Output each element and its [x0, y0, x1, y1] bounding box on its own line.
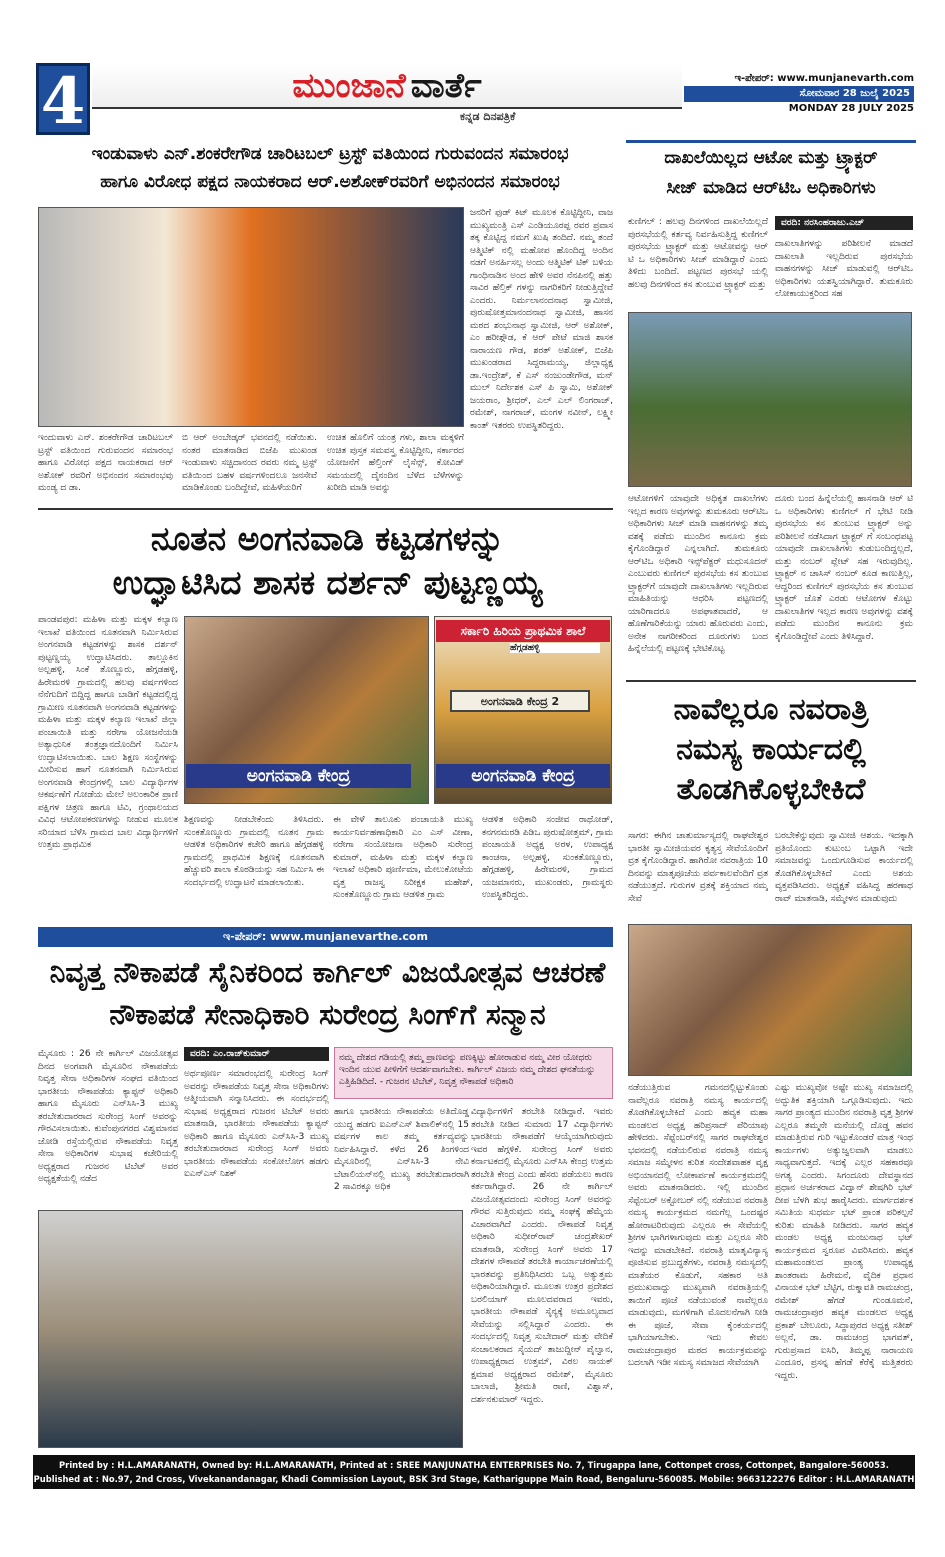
divider	[626, 680, 916, 682]
story1-col-right: ಜನರಿಗೆ ಫುಡ್ ಕಿಟ್ ಮೂಲಕ ಕೊಟ್ಟಿದ್ದೀನಿ, ವಾಜ ಮುಖ್ಯಮಂತ್ರಿ ಎಸ್ ಎಂಡಿಯೂರಪ್ಪ ರವರ ಪ್ರವಾಸ ತಕ್ಕ ಕೊಟ್ಟಿದ್ದ ನಮಗೆ ಖುಷಿ ತಂದಿದೆ. ನಮ್ಮ ತಂದೆ ಆತ್ಮಿಟಿಕ್ ನಲ್ಲಿ ಮಹೋಪ ಹೊಂದಿದ್ದ ಅಂದಿನ ನಡಗೆ ಅನರ್ಹಿಸಲ್ಲ ಅಂದು ಆತ್ಮಿಟಿಕ್ ಟಿಕ್ ಬಳಿಯ ಗಾಂಧಿನಾಡಿನ ಅಂದ ಹೇಳಿ ಅವರ ನೆನಪಿನಲ್ಲಿ ಹತ್ತು ಸಾವಿರ ಹೆಲ್ತಿಕ್ ಗಳನ್ನು ನಾಗರಿಕರಿಗೆ ನೀಡುತ್ತಿದ್ದೇವೆ ಎಂದರು. ನಿರ್ಮಲಾನಂದನಾಥ ಸ್ವಾಮೀಜಿ, ಪುರುಷೋತ್ತಮಾನಂದನಾಥ ಸ್ವಾಮೀಜಿ, ಹಾಸನ ಮಠದ ಶಂಭುನಾಥ ಸ್ವಾಮೀಜಿ, ಆರ್ ಅಶೋಕ್, ಎಂ ಹರೀಶ್ಗೌಡ, ಕೆ ಆರ್ ಪೇಟೆ ಮಾಜಿ ಶಾಸಕ ನಾರಾಯಣ ಗೌಡ, ಶರತ್ ಅಶೋಕ್, ಬಿಜೆಪಿ ಮುಖಂಡರಾದ ಸಿದ್ದರಾಮಯ್ಯ, ಜಿಲ್ಲಾಧ್ಯಕ್ಷ ಡಾ.ಇಂದ್ರೇಶ್, ಕೆ ಎಸ್ ನಂಜುಂಡೇಗೌಡ, ಮನ್ ಮುಲ್ ನಿರ್ದೇಶಕ ಎಸ್ ಪಿ ಸ್ವಾಮಿ, ಅಶೋಕ್ ಜಯರಾಂ, ಶ್ರೀಧರ್, ಎಲ್ ಎಲ್ ಲಿಂಗರಾಜ್, ರಮೇಶ್, ನಾಗರಾಜ್, ಮಂಗಳ ನವೀನ್, ಲಕ್ಷ್ಮೀ ಕಾಂತ್ ಇತರರು ಉಪಸ್ಥಿತರಿದ್ದರು.	[470, 208, 613, 431]
story1-headline-line2: ಹಾಗೂ ವಿರೋಧ ಪಕ್ಷದ ನಾಯಕರಾದ ಆರ್.ಅಶೋಕ್‌ರವರಿಗೆ ಅಭಿನಂದನ ಸಮಾರಂಭ	[100, 172, 560, 192]
masthead-title-part1: ಮುಂಜಾನೆ	[292, 66, 406, 106]
sign-center-2: ಅಂಗನವಾಡಿ ಕೇಂದ್ರ 2	[450, 690, 590, 712]
divider	[38, 508, 613, 510]
masthead-title-part2: ವಾರ್ತೆ	[410, 66, 482, 106]
story1-col-c: ಉಚಿತ ಹೊಲಿಗೆ ಯಂತ್ರ ಗಳು, ಶಾಲಾ ಮಕ್ಕಳಿಗೆ ಉಚಿತ ಪುಸ್ತಕ ಸಮವಸ್ತ್ರ ಕೊಟ್ಟಿದ್ದೀನಿ, ಸರ್ಕಾರದ ಯೋಜನೆಗೆ ಹೆಲ್ತಿಂಗ್ ಲೈಸೆನ್ಸ್, ಕೋವಿಡ್ ಸಮಯದಲ್ಲಿ ದೈನಂದಿನ ಬೆಳೆದ ಬೆಳೆಗಳನ್ನು ಖರೀದಿ ಮಾಡಿ ಅವನ್ನು	[327, 433, 464, 493]
sign-anganwadi: ಅಂಗನವಾಡಿ ಕೇಂದ್ರ	[186, 764, 411, 788]
story1-headline	[40, 140, 620, 196]
story5-headline-line3: ತೊಡಗಿಕೊಳ್ಳಬೇಕಿದೆ	[676, 772, 866, 807]
story4-col-right: ದಾಖಲಾತಿಗಳನ್ನು ಪರಿಶೀಲನೆ ಮಾಡದೆ ದಾಖಲಾತಿ ಇಲ್ಲದಿರುವ ಪುರಸಭೆಯ ವಾಹನಗಳನ್ನು ಸೀಜ್ ಮಾಡುವಲ್ಲಿ ಆರ್‌ಟಿಒ ಅಧಿಕಾರಿಗಳು ಯಶಸ್ವಿಯಾಗಿದ್ದಾರೆ. ತುಮಕೂರು ಲೋಕಾಯುಕ್ತರಿಂದ ಸಹ	[775, 239, 913, 299]
story3-byline: ವರದಿ: ಎಂ.ರಾಜ್‌ಕುಮಾರ್	[184, 1047, 329, 1061]
sign-village: ಹೆಗ್ಗಡಹಳ್ಳಿ	[510, 643, 600, 653]
story2-col-c: ಈ ವೇಳೆ ತಾಲೂಕು ಪಂಚಾಯತಿ ಮುಖ್ಯ ಕಾರ್ಯನಿರ್ವಹಣಾಧಿಕಾರಿ ಎಂ ಎಸ್ ವೀಣಾ, ನರೇಗಾ ಸಂಯೋಜನಾ ಅಧಿಕಾರಿ ಸುರೇಂದ್ರ ಕುಮಾರ್, ಮಹಿಳಾ ಮತ್ತು ಮಕ್ಕಳ ಕಲ್ಯಾಣ ಇಲಾಖೆ ಅಧಿಕಾರಿ ಪೂರ್ಣಿಮಾ, ಮೇಲುಕೋಟೆಯ ವೃತ್ತ ರಾಜಸ್ವ ನಿರೀಕ್ಷಕ ಮಹೇಶ್, ಸುಂಕತೊಣ್ಣೂರು ಗ್ರಾಮ ಆಡಳಿತ ಗ್ರಾಮ	[333, 815, 473, 900]
epaper-url[interactable]: ಇ-ಪೇಪರ್: www.munjanevarth.com	[734, 73, 914, 84]
masthead	[92, 63, 682, 109]
story5-col-a: ಸಾಗರ: ಈಗಿನ ಚಾತುರ್ಮಾಸ್ಯದಲ್ಲಿ ರಾಘವೇಶ್ವರ ಭಾರತೀ ಸ್ವಾಮೀಜಿಯವರ ಕೃತ್ಯಸ್ತ ಸೇವೆಯೊಂದಿಗೆ ವ್ರತ ಕೈಗೊಂಡಿದ್ದಾರೆ. ಹಾಗಿರೋ ನವರಾತ್ರಿಯ 10 ದಿನವನ್ನು ಮಾತೃಪೂಜೆಯ ಪರ್ವಕಾಲವೆಂದಿಗೆ ವ್ರತ ನಡೆಯುತ್ತದೆ. ಗುರುಗಳ ವ್ರತಕ್ಕೆ ಶಕ್ತಿಯಾದ ನಮ್ಮ ಸೇವೆ	[628, 831, 768, 904]
imprint-line2: Published at : No.97, 2nd Cross, Vivekanandanagar, Khadi Commission Layout, BSK 3rd Stage, Kathariguppe Main Road, Bengaluru-560085. Mobile: 9663122276 Editor : H.L.AMARANATH	[33, 1474, 915, 1484]
sign-anganwadi-2: ಅಂಗನವಾಡಿ ಕೇಂದ್ರ	[436, 764, 610, 788]
story5-photo	[628, 924, 912, 1076]
story4-headline-line1: ದಾಖಲೆಯಿಲ್ಲದ ಆಟೋ ಮತ್ತು ಟ್ರ್ಯಾಕ್ಟರ್	[664, 148, 878, 168]
date-english: MONDAY 28 JULY 2025	[788, 103, 914, 114]
story2-headline-line2: ಉದ್ಘಾಟಿಸಿದ ಶಾಸಕ ದರ್ಶನ್ ಪುಟ್ಟಣ್ಣಯ್ಯ	[112, 563, 543, 602]
story3-headline-line1: ನಿವೃತ್ತ ನೌಕಾಪಡೆ ಸೈನಿಕರಿಂದ ಕಾರ್ಗಿಲ್ ವಿಜಯೋತ್ಸವ ಆಚರಣೆ	[49, 956, 606, 989]
story4-col-bottom-right: ದೂರು ಬಂದ ಹಿನ್ನೆಲೆಯಲ್ಲಿ ಹಾಸನಾಡಿ ಆರ್ ಟಿ ಒ ಅಧಿಕಾರಿಗಳು ಕುಣಿಗಲ್ ಗೆ ಭೇಟಿ ನೀಡಿ ಪುರಸಭೆಯ ಕಸ ತುಂಬುವ ಟ್ರ್ಯಾಕ್ಟರ್ ಅನ್ನು ಪರಿಶೀಲನೆ ನಡೆಸಿದಾಗ ಟ್ರ್ಯಾಕ್ಟರ್ ಗೆ ಸಂಬಂಧಪಟ್ಟ ಯಾವುದೇ ದಾಖಲಾತಿಗಳು ಕುಡುಬಂದಿದ್ದಲ್ಲದೆ, ಮತ್ತು ನಂಬರ್ ಪ್ಲೇಟ್ ಸಹ ಇರುವುದಿಲ್ಲ. ಟ್ರ್ಯಾಕ್ಟರ್ ನ ಚಾಸಿಸ್ ನಂಬರ್ ಕೂಡ ಕಾಣುತ್ತಿಲ್ಲ, ಆದ್ದರಿಂದ ಕುಣಿಗಲ್ ಪುರಸಭೆಯ ಕಸ ತುಂಬುವ ಟ್ರ್ಯಾಕ್ಟರ್ ಜೊತೆ ಎರಡು ಆಟೋಗಳ ಕೊಟ್ಟು ದಾಖಲಾತಿಗಳ ಇಲ್ಲದ ಕಾರಣ ಅವುಗಳನ್ನು ವಶಕ್ಕೆ ಪಡೆದು ಮುಂದಿನ ಕಾನೂನು ಕ್ರಮ ಕೈಗೊಂಡಿದ್ದೇವೆ ಎಂದು ತಿಳಿಸಿದ್ದಾರೆ.	[775, 494, 913, 642]
story3-photo	[38, 1210, 463, 1448]
story5-col-d: ಎಷ್ಟು ಮುಖ್ಯವೋ ಅಷ್ಟೇ ಮುಖ್ಯ ಸಮಾಜದಲ್ಲಿ ಅದ್ಭುತಿಕ ಶಕ್ತಿಯಾಗಿ ಒಗ್ಗೂಡಿಸುವುದು. ಇದು ಸಾಗರ ಪ್ರಾಂತ್ಯದ ಮುಂದಿನ ನವರಾತ್ರಿ ವೃತ್ತ ಶ್ರೀಗಳ ಎಲ್ಲರೂ ತಮ್ಮನೇ ಮನೆಯಲ್ಲಿ ದೊಡ್ಡ ಹವನ ಮಾಡುತ್ತಿರುವ ಗುರಿ ಇಟ್ಟುಕೊಂಡರೆ ಮಾತ್ರ ಇಂಥ ಕಾರ್ಯಗಳು ಅತ್ಯುಜ್ವಲವಾಗಿ ಮಾಡಲು ಸಾಧ್ಯವಾಗುತ್ತದೆ. ಇದಕ್ಕೆ ಎಲ್ಲರ ಸಹಕಾರವೂ ಅಗತ್ಯ ಎಂದರು. ಸಿಗಂದೂರು ದೇವಸ್ಥಾನದ ಪ್ರಧಾನ ಅರ್ಚಕರಾದ ವಿದ್ವಾನ್ ಶೇಷಗಿರಿ ಭಟ್ ದೀಪ ಬೆಳಗಿ ಶುಭ ಹಾರೈಸಿದರು. ಮಾರ್ಗದರ್ಶಕ ಸಮಿತಿಯ ಸುಧರ್ಮ ಭಟ್ ಪ್ರಾಂತ ಪರಿಕಲ್ಪನೆ ಕುರಿತು ಮಾಹಿತಿ ನೀಡಿದರು. ಸಾಗರ ಹವ್ಯಕ ಮಂಡಲ ಅಧ್ಯಕ್ಷ ಮಂಜುನಾಥ ಭಟ್ ಕಾರ್ಯಕ್ರಮದ ಸ್ವರೂಪ ವಿವರಿಸಿದರು. ಹವ್ಯಕ ಮಹಾಮಂಡಲದ ಪ್ರಾಂತ್ಯ ಉಪಾಧ್ಯಕ್ಷ ಶಾಂತರಾಮ ಹಿರೇಮನೆ, ವೈದಿಕ ಪ್ರಧಾನ ವಿನಾಯಕ ಭಟ್ ಬೆಟ್ಟಿಗ, ರುಕ್ಮಾವತಿ ರಾಮಚಂದ್ರ, ರಮೇಶ್ ಹೆಗಡೆ ಗುಂಡೂಮನೆ, ರಾಮಚಂದ್ರಾಪುರ ಹವ್ಯಕ ಮಂಡಲದ ಅಧ್ಯಕ್ಷ ಪ್ರಕಾಶ್ ಬೇಲೂರು, ಸಿದ್ಧಾಪುರದ ಅಧ್ಯಕ್ಷ ಸತೀಶ್ ಅಲ್ಲನೆ, ಡಾ. ರಾಮಚಂದ್ರ ಭಾಗವತ್, ಗುರುಪ್ರಸಾದ ಐಸಿರಿ, ತಿಮ್ಮಪ್ಪ ನಾರಾಯಣ ಎಂದೂರ, ಪ್ರಸನ್ನ ಹೆಗಡೆ ಕೆರೆಕೈ ಮತ್ತಿತರರು ಇದ್ದರು.	[775, 1083, 913, 1381]
story5-headline	[626, 690, 916, 810]
story4-headline-line2: ಸೀಜ್ ಮಾಡಿದ ಆರ್‌ಟಿಒ ಅಧಿಕಾರಿಗಳು	[666, 178, 876, 198]
story1-photo	[38, 207, 464, 427]
story3-col-c: ಹಾಗೂ ಭಾರತೀಯ ನೌಕಾಪಡೆಯ ಅತಿದೊಡ್ಡ ಯುದ್ಧ ಹಡಗು ಐಎನ್‌ಎಸ್ ಶಿವಾಲಿಕ್‌ನಲ್ಲಿ 15 ವರ್ಷಗಳ ಕಾಲ ತಮ್ಮ ಕರ್ತವ್ಯವನ್ನು ನಿರ್ವಹಿಸಿದ್ದಾರೆ. ಕಳೆದ 26 ತಿಂಗಳಿಂದ ಮೈಸೂರಿನಲ್ಲಿ ಎನ್‌ಸಿಸಿ-3 ನೇವಿ ಬೆಟಾಲಿಯನ್‌ನಲ್ಲಿ ಮುಖ್ಯ ತರಬೇತುದಾರರಾಗಿ 2 ಸಾವಿರಕ್ಕೂ ಅಧಿಕ	[334, 1107, 469, 1192]
story2-col-d: ಆಡಳಿತ ಅಧಿಕಾರಿ ಸಂಜೀವ ರಾಥೋಡ್, ಕನಗನಮರಡಿ ಪಿಡಿಒ ಪುರುಷೋತ್ತಮ್, ಗ್ರಾಮ ಪಂಚಾಯತಿ ಅಧ್ಯಕ್ಷ ಅರಳ, ಉಪಾಧ್ಯಕ್ಷ ಕಾಂಚನಾ, ಅಲ್ಪಹಳ್ಳಿ, ಸುಂಕತೊಣ್ಣೂರು, ಹೆಗ್ಗಡಹಳ್ಳಿ, ಹಿರೇಮರಳಿ, ಗ್ರಾಮದ ಯಜಮಾನರು, ಮುಖಂಡರು, ಗ್ರಾಮಸ್ಥರು ಉಪಸ್ಥಿತರಿದ್ದರು.	[482, 815, 613, 900]
story4-byline: ವರದಿ: ನರಸಿಂಹರಾಜು.ಎಚ್	[775, 216, 913, 230]
story1-col-b: ಬಿ ಆರ್ ಅಂಬೇಡ್ಕರ್ ಭವನದಲ್ಲಿ ನಡೆಯಿತು. ನಂತರ ಮಾತನಾಡಿದ ಬಿಜೆಪಿ ಮುಖಂಡ ಇಂಡುವಾಳು ಸಚ್ಚಿದಾನಂದ ರವರು ನಮ್ಮ ಟ್ರಸ್ಟ್ ವತಿಯಿಂದ ಬಹಳ ವರ್ಷಗಳಿಂದಲೂ ಜನಸೇವೆ ಮಾಡಿಕೊಂಡು ಬಂದಿದ್ದೇವೆ, ಮಹಿಳೆಯರಿಗೆ	[182, 433, 317, 493]
imprint-line1: Printed by : H.L.AMARANATH, Owned by: H.L.AMARANATH, Printed at : SREE MANJUNATHA ENTERPRISES No. 7, Tirugappa lane, Cottonpet cross, Cottonpet, Bangalore-560053.	[59, 1460, 889, 1470]
sign-school: ಸರ್ಕಾರಿ ಹಿರಿಯ ಪ್ರಾಥಮಿಕ ಶಾಲೆ	[436, 620, 610, 642]
story4-col-left: ಕುಣಿಗಲ್ : ಹಲವು ದಿನಗಳಿಂದ ದಾಖಲೆಯಿಲ್ಲದೆ ಪುರಸಭೆಯಲ್ಲಿ ಕರ್ತವ್ಯ ನಿರ್ವಹಿಸುತ್ತಿದ್ದ ಕುಣಿಗಲ್ ಪುರಸಭೆಯ ಟ್ರ್ಯಾಕ್ಟರ್ ಮತ್ತು ಆಟೋವನ್ನು ಆರ್ ಟಿ ಒ ಅಧಿಕಾರಿಗಳು ಸೀಜ್ ಮಾಡಿದ್ದಾರೆ ಎಂದು ತಿಳಿದು ಬಂದಿದೆ. ಪಟ್ಟಣದ ಪುರಸಭೆ ಯಲ್ಲಿ ಹಲವು ದಿನಗಳಿಂದ ಕಸ ತುಂಬುವ ಟ್ರ್ಯಾಕ್ಟರ್ ಮತ್ತು	[628, 217, 768, 290]
story4-photo-tractor	[628, 312, 912, 487]
edition-date	[684, 72, 914, 116]
story5-col-c: ನಡೆಯುತ್ತಿರುವ ಗಮನದಲ್ಲಿಟ್ಟುಕೊಂಡು ನಾವೆಲ್ಲರೂ ನವರಾತ್ರಿ ನಮಸ್ಯ ಕಾರ್ಯದಲ್ಲಿ ತೊಡಗಿಕೊಳ್ಳಬೇಕಿದೆ ಎಂದು ಹವ್ಯಕ ಮಹಾ ಮಂಡಲದ ಅಧ್ಯಕ್ಷ ಹರಿಪ್ರಸಾದ್ ಪೆರಿಯಾಪು ಹೇಳಿದರು. ಸೆಪ್ಟೆಂಬರ್‌ನಲ್ಲಿ ಸಾಗರ ರಾಘವೇಶ್ವರ ಭವನದಲ್ಲಿ ನಡೆಯಲಿರುವ ನವರಾತ್ರಿ ನಮಸ್ಯ ಸಮಾಜ ಸಮ್ಮೇಳನ ಕುರಿತ ಸಂದೇಶವಾಹಕ ವೃಕ್ಷ ಅಭಿಯಾನದಲ್ಲಿ ಲೋಕಾರ್ಪಣೆ ಕಾರ್ಯಕ್ರಮದಲ್ಲಿ ಅವರು ಮಾತನಾಡಿದರು. ಇಲ್ಲಿ ಮುಂದಿನ ಸೆಪ್ಟೆಂಬರ್ ಅಕ್ಟೋಬರ್ ನಲ್ಲಿ ನಡೆಯುವ ನವರಾತ್ರಿ ನಮಸ್ಯ ಕಾರ್ಯಕ್ರಮದ ನಮಗೆಲ್ಲ ಒಂದಷ್ಟರ ಹೋರಾಟರಿರುವುದು ಎಲ್ಲರೂ ಈ ಸೇವೆಯಲ್ಲಿ ಶ್ರೀಗಳ ಭಾಗಿಗಳಾಗುವುದು ಮತ್ತು ಎಲ್ಲರೂ ಸೇರಿ ಇದನ್ನು ಮಾಡಬೇಕಿದೆ. ನವರಾತ್ರಿ ಮಾತೃವಿನ್ಯಾಸ್ಯ ಪೂಜಿಸುವ ಪ್ರಬುದ್ಧತೆಗಳು, ನವರಾತ್ರಿ ನಮಸ್ಯದಲ್ಲಿ ಮಾತೆಯರ ಕೊಡುಗೆ, ಸಹಕಾರ ಅತಿ ಪ್ರಮುಖವಾದ್ದು ಮುಖ್ಯವಾಗಿ ನವರಾತ್ರಿಯಲ್ಲಿ ತಾಯಿಗೆ ಪೂಜೆ ನಡೆಯುವಂತೆ ನಾವೆಲ್ಲರೂ ಮಾಡುವುದು, ಮಗಳಿಗಾಗಿ ಮೊದಲನೆಗಾಗಿ ನೀಡಿ ಈ ಪೂಜೆ, ಸೇವಾ ಕೈಂಕರ್ಯದಲ್ಲಿ ಭಾಗಿಯಾಗಬೇಕು. ಇದು ಕೇವಲ ರಾಮಚಂದ್ರಾಪುರ ಮಠದ ಕಾರ್ಯಕ್ರಮವನ್ನು ಬದಲಾಗಿ ಇಡೀ ಸಮಸ್ಯ ಸಮಾಜದ ಸೇವೆಯಾಗಿ	[628, 1083, 768, 1368]
story3-col-a: ಮೈಸೂರು : 26 ನೇ ಕಾರ್ಗಿಲ್ ವಿಜಯೋತ್ಸವ ದಿನದ ಅಂಗವಾಗಿ ಮೈಸೂರಿನ ನೌಕಾಪಡೆಯ ನಿವೃತ್ತ ಸೇನಾ ಅಧಿಕಾರಿಗಳ ಸಂಘದ ವತಿಯಿಂದ ಭಾರತೀಯ ನೌಕಾಪಡೆಯ ಕ್ಯಾಪ್ಟನ್ ಅಧಿಕಾರಿ ಹಾಗೂ ಮೈಸೂರು ಎನ್‌ಸಿಸಿ-3 ಮುಖ್ಯ ತರಬೇತುದಾರರಾದ ಸುರೇಂದ್ರ ಸಿಂಗ್ ಅವರನ್ನು ಗೌರವಿಸಲಾಯಿತು. ಕುವೆಂಪುನಗರದ ವಿಶ್ವಮಾನವ ಜೋಡಿ ರಸ್ತೆಯಲ್ಲಿರುವ ನೌಕಾಪಡೆಯ ನಿವೃತ್ತ ಸೇನಾ ಅಧಿಕಾರಿಗಳ ಸುಭಾಷ ಕಚೇರಿಯಲ್ಲಿ ಅಧ್ಯಕ್ಷರಾದ ಗುಜರನ ಟಿಬೆಟ್ ಅವರ ಅಧ್ಯಕ್ಷತೆಯಲ್ಲಿ ನಡೆದ	[38, 1049, 178, 1184]
story3-col-d: ವಿದ್ಯಾರ್ಥಿಗಳಿಗೆ ತರಬೇತಿ ನೀಡಿದ್ದಾರೆ. ಇವರು ತರಬೇತಿ ನೀಡಿದ ಸುಮಾರು 17 ವಿದ್ಯಾರ್ಥಿಗಳು ಭಾರತೀಯ ನೌಕಾಪಡೆಗೆ ಆಯ್ಕೆಯಾಗಿರುವುದು ಇವರ ಹೆಗ್ಗಳಿಕೆ. ಸುರೇಂದ್ರ ಸಿಂಗ್ ಅವರು ಕರ್ನಾಟಕದಲ್ಲಿ ಮೈಸೂರು ಎನ್‌ಸಿಸಿ ಕೇಂದ್ರ ಉತ್ತಮ ತರಬೇತಿ ಕೇಂದ್ರ ಎಂದು ಹೆಸರು ಪಡೆಯಲು ಕಾರಣ ಕರ್ತರಾಗಿದ್ದಾರೆ. 26 ನೇ ಕಾರ್ಗಿಲ್ ವಿಜಯೋತ್ಸವದಂದು ಸುರೇಂದ್ರ ಸಿಂಗ್ ಅವರನ್ನು ಗೌರವ ಸುತ್ತಿರುವುದು ನಮ್ಮ ಸಂಘಕ್ಕೆ ಹೆಮ್ಮೆಯ ವಿಚಾರವಾಗಿದೆ ಎಂದರು. ನೌಕಾಪಡೆ ನಿವೃತ್ತ ಅಧಿಕಾರಿ ಸುಧೀರ್‌ರಾವ್ ಚಂದ್ರಶೇಖರ್ ಮಾತನಾಡಿ, ಸುರೇಂದ್ರ ಸಿಂಗ್ ಅವರು 17 ದೇಶಗಳ ನೌಕಾಪಡೆ ತರಬೇತಿ ಕಾರ್ಯಾಚರಣೆಯಲ್ಲಿ ಭಾರತವನ್ನು ಪ್ರತಿನಿಧಿಸಿದರು ಒಬ್ಬ ಅತ್ಯುತ್ತಮ ಅಧಿಕಾರಿಯಾಗಿದ್ದಾರೆ. ಮೂಲತಃ ಉತ್ತರ ಪ್ರದೇಶದ ಬರಲಿಯಾಗ್ ಮೂಲದವರಾದ ಇವರು, ಭಾರತೀಯ ನೌಕಾಪಡೆ ಸೈನ್ಯಕ್ಕೆ ಅಮೂಲ್ಯವಾದ ಸೇವೆಯನ್ನು ಸಲ್ಲಿಸಿದ್ದಾರೆ ಎಂದರು. ಈ ಸಂದರ್ಭದಲ್ಲಿ ನಿವೃತ್ತ ಸುಬೇದಾರ್ ಮತ್ತು ವೇದಿಕೆ ಸಂಚಾಲಕರಾದ ಸೈಯದ್ ತಾಜುದ್ದೀನ್ ಪೈಲ್ವಾನ, ಉಪಾಧ್ಯಕ್ಷರಾದ ಉತ್ತಮ್, ವಿಠಲ ನಾಯಕ್ ಕ್ಷಮಾಪ ಅಧ್ಯಕ್ಷರಾದ ರಮೇಶ್, ಮೈಸೂರು ಬಾಲಾಜಿ, ಶ್ರೀಮತಿ ರಾಣಿ, ವಿಶ್ವಾಸ್, ದರ್ಶನಕುಮಾರ್ ಇದ್ದರು.	[471, 1107, 613, 1405]
story5-headline-line2: ನಮಸ್ಯ ಕಾರ್ಯದಲ್ಲಿ	[676, 732, 866, 767]
story4-col-bottom-left: ಆಟೋಗಳಿಗೆ ಯಾವುದೇ ಅಧಿಕೃತ ದಾಖಲೆಗಳು ಇಲ್ಲದ ಕಾರಣ ಅವುಗಳನ್ನು ತುಮಕೂರು ಆರ್‌ಟಿಒ ಅಧಿಕಾರಿಗಳು ಸೀಜ್ ಮಾಡಿ ವಾಹನಗಳನ್ನು ತಮ್ಮ ವಶಕ್ಕೆ ಪಡೆದು ಮುಂದಿನ ಕಾನೂನು ಕ್ರಮ ಕೈಗೊಂಡಿದ್ದಾರೆ ಎನ್ನಲಾಗಿದೆ. ತುಮಕೂರು ಆರ್‌ಟಿಒ ಅಧಿಕಾರಿ ಇನ್ಸ್‌ಪೆಕ್ಟರ್ ಮಧುಸೂದನ್ ಎಂಬುವರು ಕುಣಿಗಲ್ ಪುರಸಭೆಯ ಕಸ ತುಂಬುವ ಟ್ರ್ಯಾಕ್ಟರ್‌ಗೆ ಯಾವುದೇ ದಾಖಲಾತಿಗಳು ಇಲ್ಲದಿರುವ ಮಾಹಿತಿಯನ್ನು ಆಧರಿಸಿ ಪಟ್ಟಣದಲ್ಲಿ ಯಾರಿಗಾದರೂ ಅಪಘಾತವಾದರೆ, ಆ ಹೊಣೆಗಾರಿಕೆಯನ್ನು ಯಾರು ಹೊರುವರು ಎಂದು, ಅನೇಕ ನಾಗರೀಕರಿಂದ ದೂರುಗಳು ಬಂದ ಹಿನ್ನೆಲೆಯಲ್ಲಿ ಪಟ್ಟಣಕ್ಕೆ ಭೇಟಿಕೊಟ್ಟ	[628, 494, 768, 654]
date-kannada: ಸೋಮವಾರ 28 ಜುಲೈ 2025	[684, 86, 914, 102]
story3-col-b: ಅರ್ಥಪೂರ್ಣ ಸಮಾರಂಭದಲ್ಲಿ ಸುರೇಂದ್ರ ಸಿಂಗ್ ಅವರನ್ನು ನೌಕಾಪಡೆಯ ನಿವೃತ್ತ ಸೇನಾ ಅಧಿಕಾರಿಗಳು ಆತ್ಮೀಯವಾಗಿ ಸನ್ಮಾನಿಸಿದರು. ಈ ಸಂದರ್ಭದಲ್ಲಿ ಸುಭಾಷ ಅಧ್ಯಕ್ಷರಾದ ಗುಜರನ ಟಿಬೆಟ್ ಅವರು ಮಾತನಾಡಿ, ಭಾರತೀಯ ನೌಕಾಪಡೆಯ ಕ್ಯಾಪ್ಟನ್ ಅಧಿಕಾರಿ ಹಾಗೂ ಮೈಸೂರು ಎನ್‌ಸಿಸಿ-3 ಮುಖ್ಯ ತರಬೇತುದಾರರಾದ ಸುರೇಂದ್ರ ಸಿಂಗ್ ಅವರು ಭಾರತೀಯ ನೌಕಾಪಡೆಯ ಸಂಕೋಲೋಗ ಹಡಗು ಐಎನ್‌ಎಸ್ ನಿಶಕ್	[184, 1069, 329, 1179]
story1-col-a: ಇಂದುವಾಳು ಎನ್. ಶಂಕರೇಗೌಡ ಚಾರಿಟಬಲ್ ಟ್ರಸ್ಟ್ ವತಿಯಿಂದ ಗುರುವಂದನ ಸಮಾರಂಭ ಹಾಗೂ ವಿರೋಧ ಪಕ್ಷದ ನಾಯಕರಾದ ಆರ್ ಅಶೋಕ್ ರವರಿಗೆ ಅಭಿನಂದನ ಸಮಾರಂಭವು ಮಂಡ್ಯ ದ ಡಾ.	[38, 433, 173, 493]
story4-headline	[626, 140, 916, 203]
masthead-subtitle: ಕನ್ನಡ ದಿನಪತ್ರಿಕೆ	[460, 110, 516, 123]
story2-col-left: ಪಾಂಡವಪುರ: ಮಹಿಳಾ ಮತ್ತು ಮಕ್ಕಳ ಕಲ್ಯಾಣ ಇಲಾಖೆ ವತಿಯಿಂದ ನೂತನವಾಗಿ ನಿರ್ಮಿಸಿರುವ ಅಂಗನವಾಡಿ ಕಟ್ಟಡಗಳನ್ನು ಶಾಸಕ ದರ್ಶನ್ ಪುಟ್ಟಣ್ಣಯ್ಯ ಉದ್ಘಾಟಿಸಿದರು. ತಾಲ್ಲೂಕಿನ ಅಲ್ಪಹಳ್ಳಿ, ಸಿಂಕೆ ತೊಣ್ಣೂರು, ಹೆಗ್ಗಡಹಳ್ಳಿ, ಹಿರೇಮರಳಿ ಗ್ರಾಮದಲ್ಲಿ ಹಲವು ವರ್ಷಗಳಿಂದ ನೆನೆಗುದಿಗೆ ಬಿದ್ದಿದ್ದ ಹಾಗೂ ಬಾಡಿಗೆ ಕಟ್ಟಡದಲ್ಲಿದ್ದ ಗ್ರಾಮೀಣ ನೂತನವಾಗಿ ಅಂಗನವಾಡಿ ಕಟ್ಟಡಗಳನ್ನು ಮಹಿಳಾ ಮತ್ತು ಮಕ್ಕಳ ಕಲ್ಯಾಣ ಇಲಾಖೆ ಜಿಲ್ಲಾ ಪಂಚಾಯಿತಿ ಮತ್ತು ನರೇಗಾ ಯೋಜನೆಯಡಿ ಅತ್ಯಾಧುನಿಕ ತಂತ್ರಜ್ಞಾನದೊಂದಿಗೆ ನಿರ್ಮಿಸಿ ಉದ್ಘಾಟಿಸಲಾಯಿತು. ಬಾಲ ಶಿಕ್ಷಣ ಸಂಸ್ಥೆಗಳನ್ನು ಮೀರಿಸುವ ಹಾಗೆ ನೂತನವಾಗಿ ನಿರ್ಮಿಸಿರುವ ಅಂಗನವಾಡಿ ಕೇಂದ್ರಗಳಲ್ಲಿ ಬಾಲ ವಿದ್ಯಾರ್ಥಿಗಳ ಆಕರ್ಷಣೆಗೆ ಗೋಡೆಯ ಮೇಲೆ ಅಲಂಕಾರಿಕ ಪ್ರಾಣಿ ಪಕ್ಷಿಗಳ ಚಿತ್ರಣ ಹಾಗೂ ಟಿವಿ, ಗ್ರಂಥಾಲಯದ ವಿವಿಧ ಆಟೋಪಕರಣಗಳನ್ನು ನೀಡುವ ಮೂಲಕ ಸರಿಯಾದ ಬೆಳೆಸಿ ಗ್ರಾಮದ ಬಾಲ ವಿದ್ಯಾರ್ಥಿಗಳಿಗೆ ಉತ್ತಮ ಪ್ರಾಥಮಿಕ	[38, 615, 178, 850]
story5-headline-line1: ನಾವೆಲ್ಲರೂ ನವರಾತ್ರಿ	[673, 692, 869, 727]
page-number: 4	[36, 63, 90, 135]
story3-quote: ನಮ್ಮ ದೇಶದ ಗಡಿಯಲ್ಲಿ ತಮ್ಮ ಪ್ರಾಣವನ್ನು ಪಣಕ್ಕಿಟ್ಟು ಹೋರಾಡುವ ನಮ್ಮ ವೀರ ಯೋಧರು ಇಂದಿನ ಯುವ ಪೀಳಿಗೆಗೆ ಆದರ್ಶವಾಗಬೇಕು. ಕಾರ್ಗಿಲ್ ವಿಜಯ ನಮ್ಮ ದೇಶದ ಘನತೆಯನ್ನು ಎತ್ತಿಹಿಡಿದಿದೆ. - ಗುಜರನ ಟಿಬೆಟ್, ನಿವೃತ್ತ ನೌಕಾಪಡೆ ಅಧಿಕಾರಿ	[334, 1047, 613, 1099]
story2-col-b: ಶಿಕ್ಷಣವನ್ನು ನೀಡಬೇಕೆಂದು ತಿಳಿಸಿದರು. ಸುಂಕತೊಣ್ಣೂರು ಗ್ರಾಮದಲ್ಲಿ ನೂತನ ಗ್ರಾಮ ಆಡಳಿತ ಅಧಿಕಾರಿಗಳ ಕಚೇರಿ ಹಾಗೂ ಹೆಗ್ಗಡಹಳ್ಳಿ ಗ್ರಾಮದಲ್ಲಿ ಪ್ರಾಥಮಿಕ ಶಿಕ್ಷಣಕ್ಕೆ ನೂತನವಾಗಿ ಹೆಚ್ಚುವರಿ ಶಾಲಾ ಕೊಠಡಿಯನ್ನು ಸಹ ನಿರ್ಮಿಸಿ ಈ ಸಂದರ್ಭದಲ್ಲಿ ಉದ್ಘಾಟನೆ ಮಾಡಲಾಯಿತು.	[184, 815, 324, 888]
story2-headline-line1: ನೂತನ ಅಂಗನವಾಡಿ ಕಟ್ಟಡಗಳನ್ನು	[150, 519, 505, 558]
story3-headline-line2: ನೌಕಾಪಡೆ ಸೇನಾಧಿಕಾರಿ ಸುರೇಂದ್ರ ಸಿಂಗ್‌ಗೆ ಸನ್ಮಾನ	[109, 998, 546, 1031]
story2-headline	[40, 517, 615, 605]
story1-headline-line1: ಇಂಡುವಾಳು ಎನ್.ಶಂಕರೇಗೌಡ ಚಾರಿಟಬಲ್ ಟ್ರಸ್ಟ್ ವತಿಯಿಂದ ಗುರುವಂದನ ಸಮಾರಂಭ	[91, 144, 569, 164]
story5-col-b: ಬರಬೇಕೆನ್ನುವುದು ಸ್ವಾಮೀಜಿ ಆಶಯ. ಇದಕ್ಕಾಗಿ ಪ್ರತಿಯೊಂದು ಕುಟುಂಬ ಒಟ್ಟಾಗಿ ಇದೇ ಸಮಾಜವನ್ನು ಒಂದುಗೂಡಿಸುವ ಕಾರ್ಯದಲ್ಲಿ ತೊಡಗಿಕೊಳ್ಳಬೇಕಿದೆ ಎಂದು ಅಶಯ ವ್ಯಕ್ತಪಡಿಸಿದರು. ಅಧ್ಯಕ್ಷತೆ ವಹಿಸಿದ್ದ ಹರಣಾಥ ರಾವ್ ಮಾತನಾಡಿ, ಸಮ್ಮೇಳನ ಮಾಡುವುದು	[775, 831, 913, 904]
imprint-footer	[33, 1455, 915, 1489]
story3-headline	[40, 952, 615, 1036]
epaper-bar[interactable]: ಇ-ಪೇಪರ್: www.munjanevarthe.com	[38, 927, 613, 947]
